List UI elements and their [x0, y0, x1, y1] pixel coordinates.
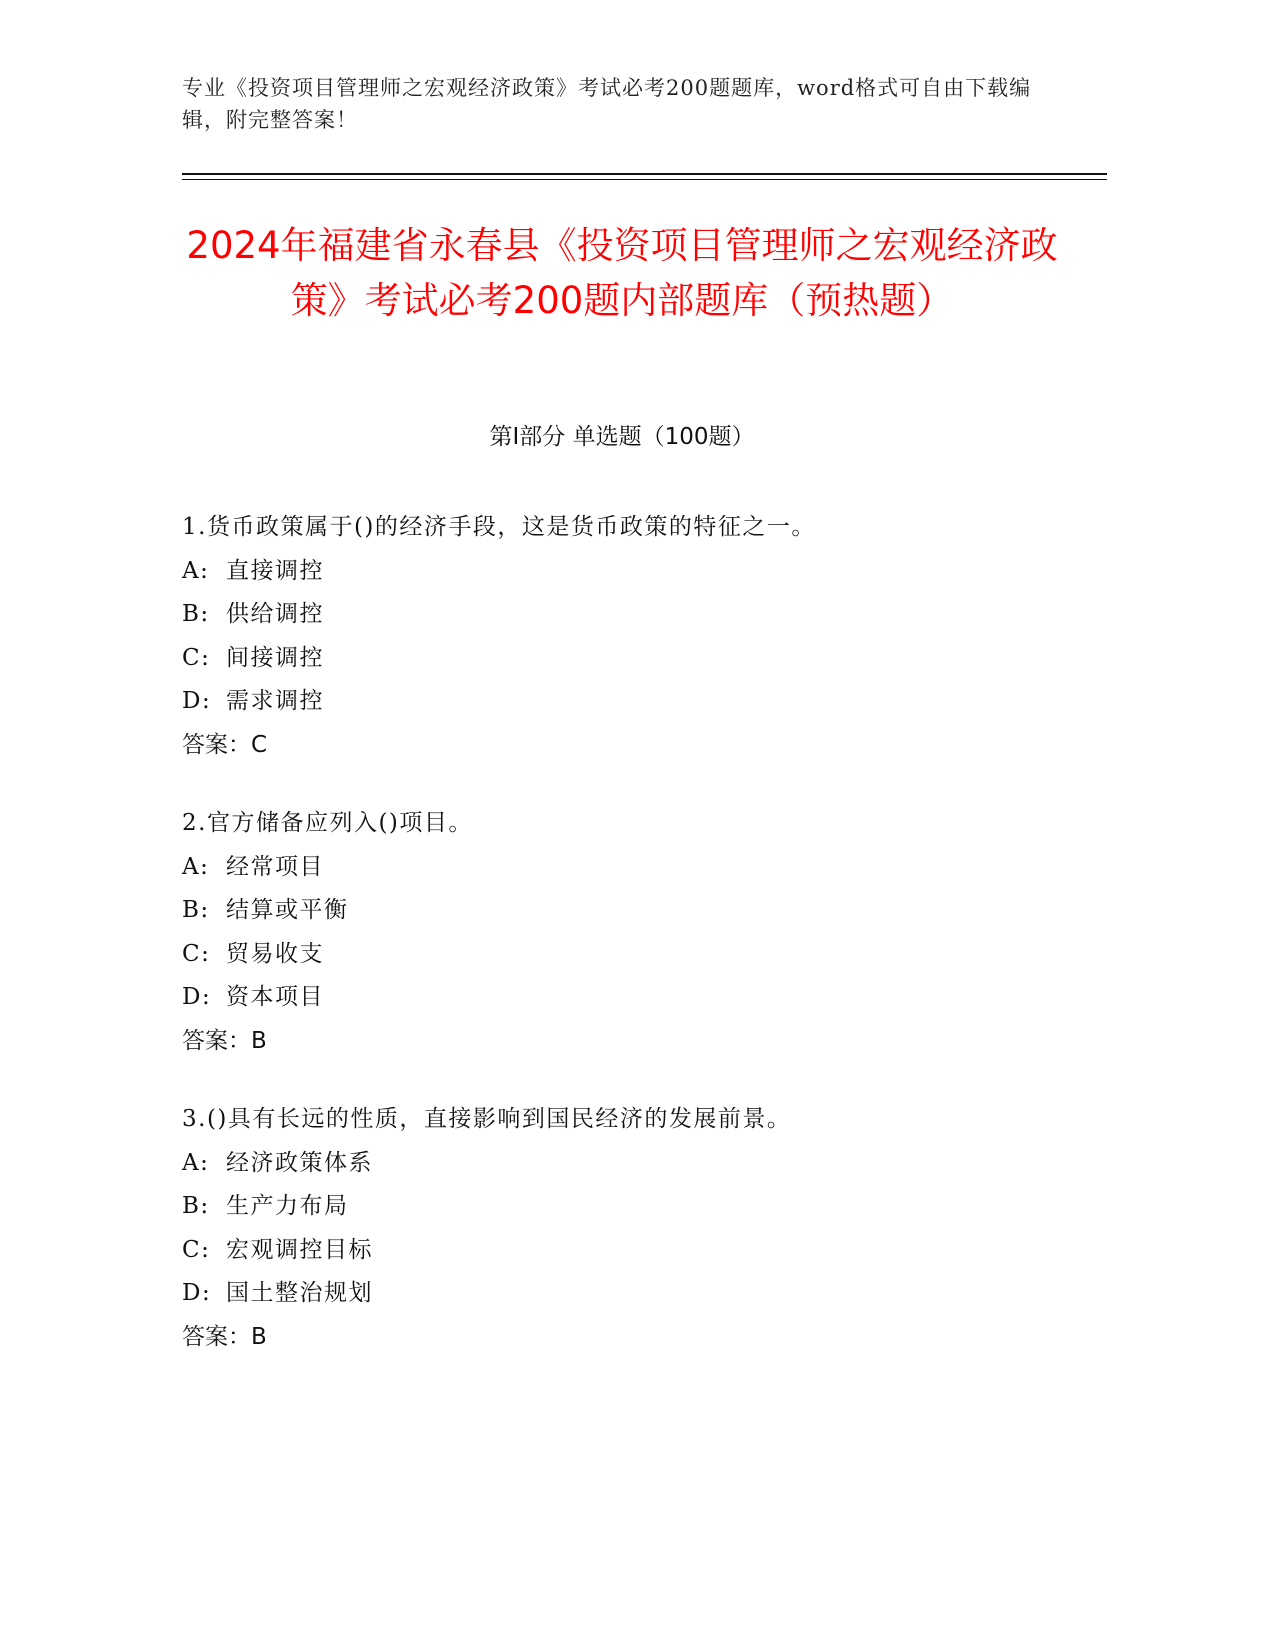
question-stem: 1.货币政策属于()的经济手段，这是货币政策的特征之一。 [182, 514, 816, 540]
option-d [182, 976, 1082, 1020]
option-letter: C: [182, 940, 211, 967]
option-text: 宏观调控目标 [226, 1236, 373, 1263]
option-letter: D: [182, 688, 212, 714]
answer-line: 答案：C [182, 731, 268, 758]
answer-line: 答案：B [182, 1027, 267, 1054]
option-c [182, 933, 1082, 977]
question-3 [182, 1098, 1082, 1359]
question-stem: 3.()具有长远的性质，直接影响到国民经济的发展前景。 [182, 1106, 792, 1132]
option-b [182, 889, 1082, 933]
header-note: 专业《投资项目管理师之宏观经济政策》考试必考200题题库，word格式可自由下载编辑，附完整答案！ [182, 76, 1032, 132]
option-b [182, 1185, 1082, 1229]
option-text: 国土整治规划 [226, 1280, 373, 1306]
option-text: 间接调控 [226, 644, 324, 671]
option-letter: A: [182, 1149, 210, 1176]
option-text: 资本项目 [226, 984, 324, 1010]
option-letter: A: [182, 557, 210, 584]
option-text: 经济政策体系 [226, 1149, 373, 1176]
option-text: 贸易收支 [226, 940, 324, 967]
option-letter: C: [182, 644, 211, 671]
option-letter: B: [182, 1193, 210, 1219]
option-text: 供给调控 [226, 601, 324, 627]
option-letter: B: [182, 897, 210, 923]
option-d [182, 1272, 1082, 1316]
answer-line: 答案：B [182, 1323, 267, 1350]
option-text: 直接调控 [226, 557, 324, 584]
option-a [182, 550, 1082, 594]
question-2 [182, 802, 1082, 1063]
option-c [182, 637, 1082, 681]
option-b [182, 593, 1082, 637]
option-a [182, 846, 1082, 890]
option-c [182, 1229, 1082, 1273]
option-text: 生产力布局 [226, 1193, 349, 1219]
question-list [182, 506, 1082, 1394]
option-letter: D: [182, 1280, 212, 1306]
header-rule-thick [182, 173, 1107, 175]
option-letter: B: [182, 601, 210, 627]
option-letter: A: [182, 853, 210, 880]
option-letter: D: [182, 984, 212, 1010]
option-text: 结算或平衡 [226, 897, 349, 923]
option-letter: C: [182, 1236, 211, 1263]
question-stem: 2.官方储备应列入()项目。 [182, 810, 473, 836]
option-text: 需求调控 [226, 688, 324, 714]
option-d [182, 680, 1082, 724]
question-1 [182, 506, 1082, 767]
option-text: 经常项目 [226, 853, 324, 880]
option-a [182, 1142, 1082, 1186]
section-title: 第Ⅰ部分 单选题（100题） [489, 424, 755, 450]
header-rule-thin [182, 179, 1107, 180]
document-title: 2024年福建省永春县《投资项目管理师之宏观经济政策》考试必考200题内部题库（预热题） [186, 224, 1058, 322]
